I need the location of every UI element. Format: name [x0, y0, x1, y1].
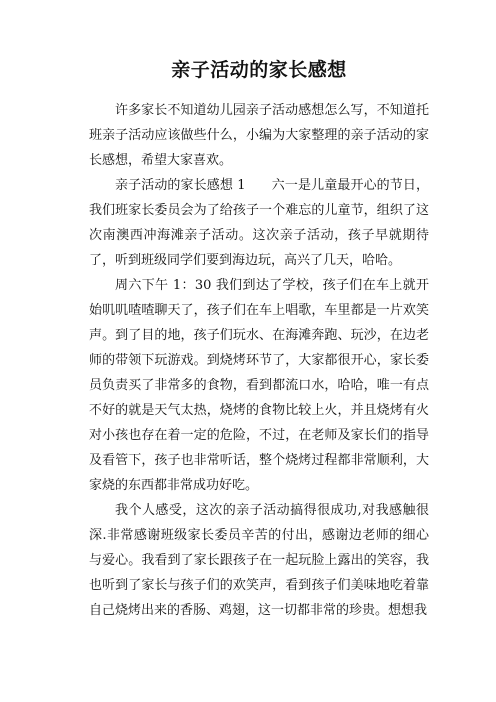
paragraph-1: 亲子活动的家长感想 1 六一是儿童最开心的节日，我们班家长委员会为了给孩子一个难忘的儿童节，组织了这次南澳西冲海滩亲子活动。这次亲子活动，孩子早就期待了，听到班级同学们要到海边玩，高兴了几天，哈哈。: [89, 178, 429, 268]
paragraph-intro: 许多家长不知道幼儿园亲子活动感想怎么写，不知道托班亲子活动应该做些什么，小编为大家整理的亲子活动的家长感想，希望大家喜欢。: [89, 103, 429, 168]
paragraph-2: 周六下午 1：30 我们到达了学校，孩子们在车上就开始叽叽喳喳聊天了，孩子们在车上唱歌，车里都是一片欢笑声。到了目的地，孩子们玩水、在海滩奔跑、玩沙，在边老师的带领下玩游戏。到烧烤环节了，大家都很开心，家长委员负责买了非常多的食物，看到都流口水，哈哈，唯一有点不好的就是天气太热，烧烤的食物比较上火，并且烧烤有火对小孩也存在着一定的危险，不过，在老师及家长们的指导及看管下，孩子也非常听话，整个烧烤过程都非常顺利，大家烧的东西都非常成功好吃。: [89, 278, 429, 493]
document-title: 亲子活动的家长感想: [171, 59, 347, 81]
paragraph-3: 我个人感受，这次的亲子活动搞得很成功,对我感触很深.非常感谢班级家长委员辛苦的付出，感谢边老师的细心与爱心。我看到了家长跟孩子在一起玩脸上露出的笑容，我也听到了家长与孩子们的欢笑声，看到孩子们美味地吃着靠自己烧烤出来的香肠、鸡翅，这一切都非常的珍贵。想想我: [89, 503, 429, 618]
